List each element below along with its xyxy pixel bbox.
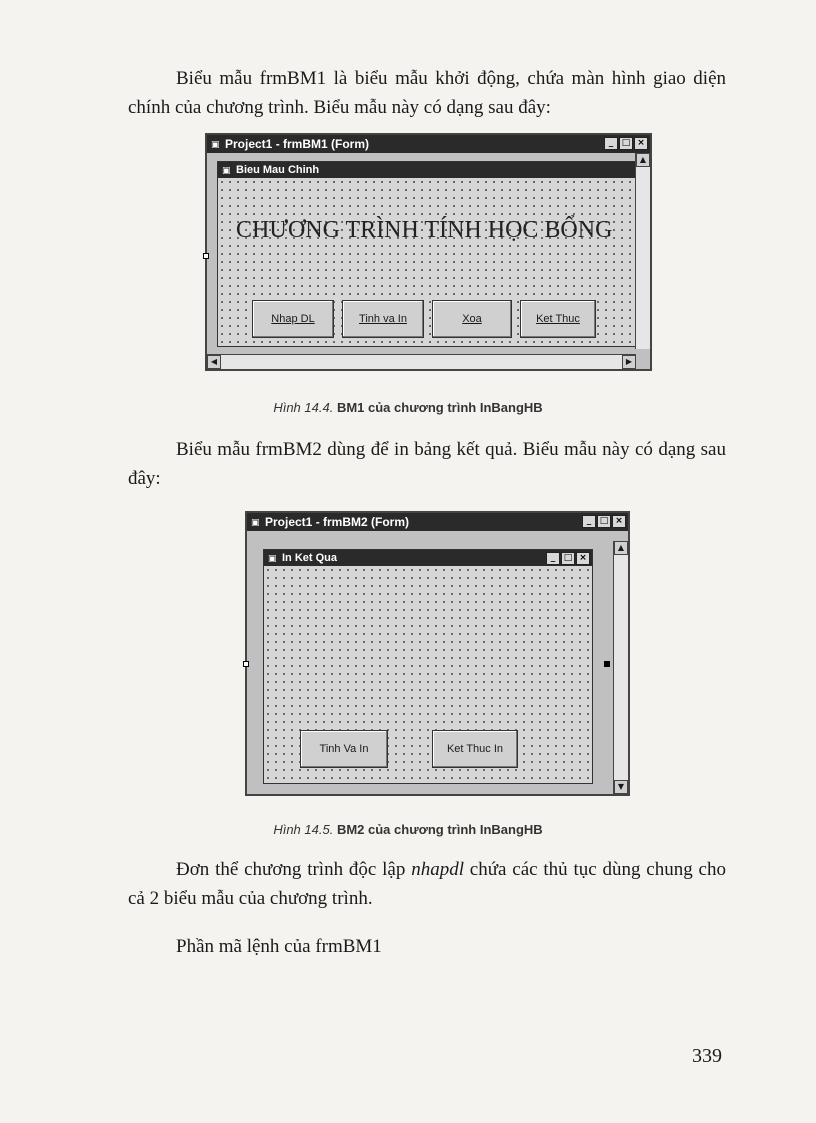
intro-paragraph: Biểu mẫu frmBM1 là biểu mẫu khởi động, chứa màn hình giao diện chính của chương trình. Biểu mẫu này có dạng sau đây: [128,68,726,118]
ket-thuc-in-label: Ket Thuc In [446,743,504,755]
figure-14-5-number: Hình 14.5. [273,822,334,837]
tinh-va-in-label: Tinh Va In [319,743,369,755]
frmbm1-vertical-scrollbar[interactable] [635,153,650,349]
frmbm1-horizontal-scrollbar[interactable] [207,354,636,369]
module-text-end: chứa các thủ tục dùng chung cho cả 2 biểu mẫu của chương trình. [128,859,726,909]
frmbm1-form [217,161,636,347]
close-icon[interactable]: × [576,552,590,565]
frmbm2-window-title: Project1 - frmBM2 (Form) [265,515,410,529]
tinh-va-in-button[interactable] [300,730,388,768]
figure-14-4-number: Hình 14.4. [273,400,334,415]
xoa-button[interactable] [432,300,512,338]
frmbm2-form [263,549,593,784]
close-icon[interactable]: × [634,137,648,150]
close-icon[interactable]: × [612,515,626,528]
frmbm1-form-title: Bieu Mau Chinh [236,164,320,176]
frmbm1-form-titlebar [218,162,635,178]
module-paragraph [128,855,726,913]
nhap-dl-label: Nhap DL [271,313,315,325]
module-text-start: Đơn thể chương trình độc lập [176,859,412,880]
tinh-va-in-button[interactable] [342,300,424,338]
frmbm2-vertical-scrollbar[interactable] [613,541,628,794]
frmbm1-heading-label[interactable]: CHƯƠNG TRÌNH TÍNH HỌC BỔNG [236,217,613,243]
figure-14-4-text: BM1 của chương trình InBangHB [336,400,543,415]
ket-thuc-label: Ket Thuc [536,313,580,325]
nhap-dl-button[interactable] [252,300,334,338]
minimize-icon[interactable]: _ [582,515,596,528]
form-icon: ▣ [222,165,231,175]
ket-thuc-in-button[interactable] [432,730,518,768]
frmbm2-titlebar [247,513,628,531]
middle-paragraph: Biểu mẫu frmBM2 dùng để in bảng kết quả. Biểu mẫu này có dạng sau đây: [128,439,726,489]
tinh-va-in-label: Tinh va In [359,313,407,325]
page-number: 339 [692,1045,722,1067]
frmbm1-titlebar [207,135,650,153]
figure-14-5-text: BM2 của chương trình InBangHB [336,822,543,837]
frmbm1-designer-window [205,133,652,371]
scroll-right-icon[interactable]: ▶ [622,355,636,369]
frmbm1-window-title: Project1 - frmBM1 (Form) [225,137,370,151]
frmbm2-form-title: In Ket Qua [282,552,338,564]
code-paragraph: Phần mã lệnh của frmBM1 [176,936,382,957]
xoa-label: Xoa [462,313,482,325]
maximize-icon[interactable]: □ [619,137,633,150]
figure-14-4-caption [0,400,816,415]
figure-14-5-caption [0,822,816,837]
resize-handle-left[interactable] [243,661,249,667]
resize-handle-right[interactable] [604,661,610,667]
form-icon: ▣ [268,553,277,563]
scroll-up-icon[interactable]: ▲ [636,153,650,167]
scroll-up-icon[interactable]: ▲ [614,541,628,555]
frmbm2-form-titlebar [264,550,592,566]
maximize-icon[interactable]: □ [597,515,611,528]
scroll-down-icon[interactable]: ▼ [614,780,628,794]
maximize-icon[interactable]: □ [561,552,575,565]
form-icon: ▣ [211,139,220,149]
form-icon: ▣ [251,517,260,527]
ket-thuc-button[interactable] [520,300,596,338]
frmbm2-designer-window [245,511,630,796]
module-name: nhapdl [411,859,464,880]
minimize-icon[interactable]: _ [604,137,618,150]
scroll-left-icon[interactable]: ◀ [207,355,221,369]
minimize-icon[interactable]: _ [546,552,560,565]
resize-handle-left[interactable] [203,253,209,259]
